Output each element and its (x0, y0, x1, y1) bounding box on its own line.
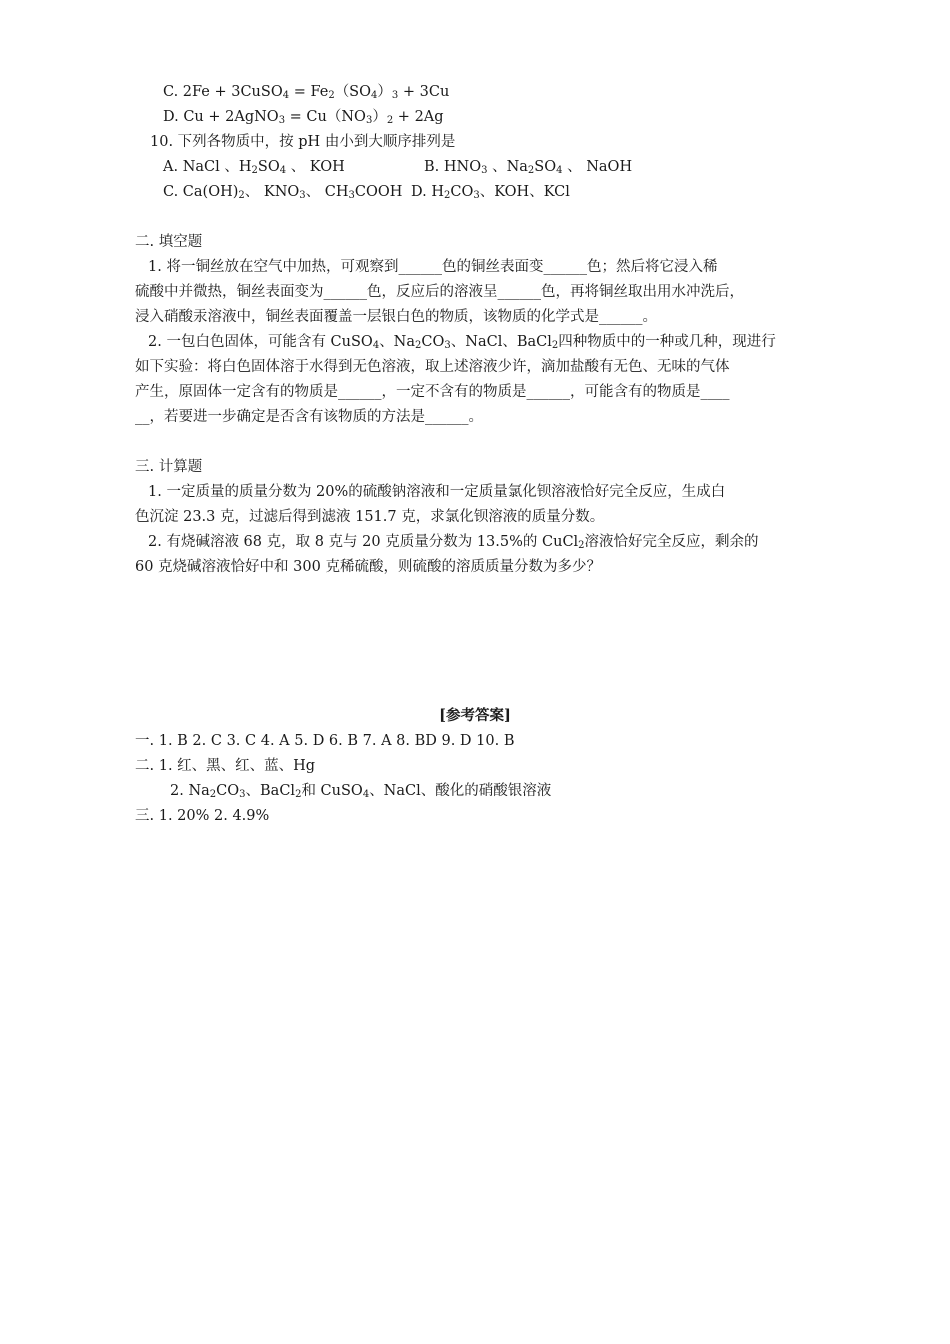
q10-option-c: C. $Ca(OH)_2$、 $KNO_3$、 $CH_3COOH$ (163, 184, 403, 201)
fill-q2-line4: __，若要进一步确定是否含有该物质的方法是______。 (135, 409, 483, 425)
calc-q2-line1: 2. 有烧碱溶液 68 克，取 8 克与 20 克质量分数为 13.5%的 CuCl$_2$溶液恰好完全反应，剩余的 (148, 534, 759, 551)
fill-q2-line2: 如下实验：将白色固体溶于水得到无色溶液，取上述溶液少许，滴加盐酸有无色、无味的气体 (135, 359, 730, 375)
q10-option-a: A. NaCl 、$H_2SO_4$ 、 KOH (163, 159, 345, 176)
calc-q1-line2: 色沉淀 23.3 克，过滤后得到滤液 151.7 克，求氯化钡溶液的质量分数。 (135, 509, 605, 525)
answers-row-4: 三. 1. 20% 2. 4.9% (135, 808, 270, 824)
answers-title: [参考答案] (439, 707, 511, 724)
fill-q2-line1: 2. 一包白色固体，可能含有 CuSO$_4$、$Na_2CO_3$、NaCl、BaCl$_2$四种物质中的一种或几种，现进行 (148, 334, 776, 351)
answers-row-2: 二. 1. 红、黑、红、蓝、Hg (135, 758, 316, 774)
q9-option-d: D. Cu + 2AgNO$_3$ = $Cu(NO_3)_2 + 2Ag$ (163, 109, 444, 126)
fill-q1-line1: 1. 将一铜丝放在空气中加热，可观察到______色的铜丝表面变______色；然后将它浸入稀 (148, 259, 718, 275)
q10-stem: 10. 下列各物质中，按 pH 由小到大顺序排列是 (150, 134, 456, 150)
q10-option-b: B. $HNO_3$ 、$Na_2SO_4$ 、 NaOH (424, 159, 633, 176)
answers-row-3: 2. $Na_2CO_3$、BaCl$_2$和 CuSO$_4$、NaCl、酸化的硝酸银溶液 (170, 783, 552, 800)
fill-heading: 二. 填空题 (135, 234, 203, 250)
q9-option-c: C. 2Fe + 3CuSO$_4$ = $Fe_2(SO_4)_3 + 3Cu$ (163, 84, 450, 101)
answers-row-1: 一. 1. B 2. C 3. C 4. A 5. D 6. B 7. A 8. BD 9. D 10. B (135, 733, 515, 749)
fill-q2-line3: 产生，原固体一定含有的物质是______，一定不含有的物质是______，可能含有的物质是____ (135, 384, 730, 400)
fill-q1-line3: 浸入硝酸汞溶液中，铜丝表面覆盖一层银白色的物质，该物质的化学式是______。 (135, 309, 657, 325)
fill-q1-line2: 硫酸中并微热，铜丝表面变为______色，反应后的溶液呈______色，再将铜丝取出用水冲洗后， (135, 284, 744, 300)
calc-q2-line2: 60 克烧碱溶液恰好中和 300 克稀硫酸，则硫酸的溶质质量分数为多少？ (135, 559, 601, 575)
q10-option-d: D. $H_2CO_3$、KOH、KCl (411, 184, 570, 201)
calc-heading: 三. 计算题 (135, 459, 203, 475)
calc-q1-line1: 1. 一定质量的质量分数为 20%的硫酸钠溶液和一定质量氯化钡溶液恰好完全反应，生成白 (148, 484, 726, 500)
